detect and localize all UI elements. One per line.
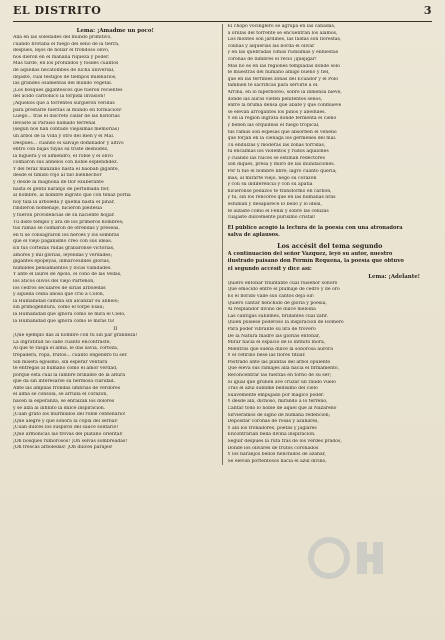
verse-line: coronas de lumbres el recio ¡quejigar! bbox=[227, 56, 317, 62]
verse-line: Si igual que gruñen ave cruzar un raudo vuelo bbox=[227, 379, 336, 385]
verse-line: esfuman y desaparece lo bello y lo ideal, bbox=[227, 202, 322, 208]
verse-line: que da sin interesarse su hermosa claridad. bbox=[13, 379, 116, 385]
verse-line: y tú, sin los rencores que en las humanas liras bbox=[227, 195, 336, 201]
verse-line: y fueron providencias de su naciente hogar. bbox=[13, 213, 115, 219]
verse-line: Seguir después la ruta tras de los verdes prados, bbox=[227, 439, 342, 444]
verse-line: nos dieron en el mañana riqueza y poder. bbox=[13, 54, 110, 60]
verse-line: Es el florido valle sus cantos deja oir: bbox=[227, 293, 315, 299]
verse-line: el segundo accésit y dice así: bbox=[227, 265, 312, 272]
verse-line: entre la bruma densa que abate y que conmueve bbox=[227, 103, 342, 109]
verse-line: que en las terribles zonas del Ecuador y el Polo bbox=[227, 76, 338, 82]
verse-line: Arriba, en lo hiperbóreo, sobre la inmensa nieve, bbox=[227, 89, 342, 95]
verse-line: que el viejo paganismo creó con sus ideas. bbox=[13, 239, 113, 245]
section-roman-numeral: II bbox=[113, 326, 118, 333]
verse-line: Y allí los tronadores, poetas y juglares bbox=[227, 425, 317, 431]
verse-line: A continuación del señor Vázquez, leyó su autor, nuestro bbox=[227, 251, 393, 258]
verse-line: Las cántigas sublimes, brillantes cual zafir. bbox=[227, 313, 328, 319]
verse-line: a orillas del torrente se encuentran los álamos, bbox=[227, 30, 338, 36]
verse-line: colinas y alquerías las borda el olivar bbox=[227, 43, 315, 49]
verse-line: Al que te rasga el alma, le das savia, corteza, bbox=[13, 346, 119, 352]
verse-line: la Humanidad que ignora cómo se mira el Cielo, bbox=[13, 311, 126, 317]
watermark-logo bbox=[289, 534, 409, 582]
verse-line: Sirviéramos de signo de humana redención; bbox=[227, 412, 331, 418]
verse-line: sin primogenitura, como el torpe Esaú; bbox=[13, 305, 105, 311]
verse-line: ¡Qué alegre y qué sonora la copla del serbal! bbox=[13, 418, 118, 424]
right-column bbox=[223, 24, 433, 465]
verse-line: Y del feraz manzano hasta el baobab gigante, bbox=[13, 166, 120, 172]
verse-line: Más no es en las regiones templadas donde sólo bbox=[227, 63, 340, 69]
verse-line: se elevan arrogantes los pinos y abedules. bbox=[227, 109, 326, 115]
verse-line: Tú endulzas y moderas las zonas tórridas, bbox=[227, 142, 326, 148]
verse-line: Tú diste templo y ara de los primeros hombres; bbox=[13, 219, 124, 225]
verse-line: Y el cefirillo bese las flores titilar. bbox=[227, 353, 306, 359]
verse-line: que forjan en la ciénaga los gérmenes del mal. bbox=[227, 136, 337, 142]
verse-line: después, lejos de hollar el frondoso olivo, bbox=[13, 48, 110, 54]
verse-line: Se elevan portentosos hacia el azul divino, bbox=[227, 458, 327, 464]
verse-line: hasta el gentil naranjo de perfumada flor, bbox=[13, 186, 110, 192]
verse-line: Luego... tras el discreto callar de las historias bbox=[13, 114, 120, 120]
verse-line: y beben las orquídeas el fuego tropical, bbox=[227, 122, 320, 128]
verse-line: Los montes son jardines, las faldas son florestas, bbox=[227, 37, 342, 43]
verse-line: Donde los olivares de frutos coronados bbox=[227, 445, 319, 451]
verse-line: la higuera y el almendro, el roble y el olivo bbox=[13, 153, 113, 159]
verse-line: tus ramas se colmaron de ofrendas y preseas, bbox=[13, 226, 120, 232]
verse-line: humildes pensamientos y locas vanidades. bbox=[13, 265, 112, 271]
verse-line: y en las quebradas cimas rudísimas y enhiestas bbox=[227, 50, 339, 56]
verse-line: tú encalmas los violentos y rudos aquilones bbox=[227, 149, 329, 155]
verse-line: te muestras del humano amigo bueno y fiel, bbox=[227, 70, 330, 76]
verse-line: la Humanidad que ignora cómo le miras tú! bbox=[13, 318, 115, 324]
verse-line: al hombre, al hombre ingrato que con tenaz porfía bbox=[13, 193, 131, 199]
verse-line: Postrado ante las plantas del árbol opulento bbox=[227, 359, 331, 365]
verse-line: ¡Cuán dulces los suspiros del sauce solitario! bbox=[13, 425, 119, 431]
page-number: 3 bbox=[423, 4, 432, 17]
verse-line: amores y mil glorias, leyendas y verdades; bbox=[13, 252, 113, 258]
poem-title-adelante: Lema: ¡Adelante! bbox=[368, 273, 420, 280]
verse-line: desde el tímido rojo al tilo bienhechor bbox=[13, 173, 102, 179]
verse-line: y se alza al infinito la dulce inspiración. bbox=[13, 405, 106, 411]
verse-line: Quiero cantar henchido de gloria y poesía, bbox=[227, 300, 327, 306]
verse-line: Y los naranjos bellos henchidos de azahar, bbox=[227, 452, 326, 458]
verse-line: Más tarde, en los profundos y fosiles cuantos bbox=[13, 61, 119, 67]
poem-continuation-verses bbox=[228, 24, 433, 222]
verse-line: son diques, presa y muro de las inundaciones. bbox=[227, 162, 336, 168]
verse-line: ¡Oh bosques rumorosos! ¡Oh selvas sombreadas! bbox=[13, 438, 128, 444]
verse-line: te entregas al humano como el amor verdad, bbox=[13, 366, 118, 372]
verse-line: entró con bajas tuyas su triste desnudez, bbox=[13, 147, 109, 153]
verse-line: Encontrarían bella divina inspiración. bbox=[227, 432, 316, 438]
verse-line: ¡Los bosques gigantescos que fueron recientes bbox=[13, 87, 123, 93]
verse-line: colmaron sus anhelos con noble esplendidez. bbox=[13, 160, 119, 166]
masthead bbox=[13, 4, 432, 20]
section-title-accesit: Los accésit del tema segundo bbox=[277, 242, 383, 251]
verse-line: cuando brotaba el fuego del seno de la tierra, bbox=[13, 41, 120, 47]
verse-line: Ante las amplias frondas umbrías de verdores bbox=[13, 385, 121, 391]
verse-line: para prestarle fuerzas al mundo en formación! bbox=[13, 107, 122, 113]
verse-line: hiciéronse pedazos te transformó en carbón, bbox=[227, 188, 332, 194]
verse-line: Reconcentrar las fuerzas en torno de su ser; bbox=[227, 373, 332, 379]
intro-prose bbox=[228, 251, 433, 273]
verse-line: Cantar todo lo noble de aquél que al Nazareno bbox=[227, 406, 337, 412]
verse-line: te alzaste como el Fénix y sobre las cenizas bbox=[227, 208, 329, 214]
verse-line: dejaste, cual testigos de tiempos milenarios, bbox=[13, 74, 117, 80]
verse-line: salva de aplausos. bbox=[227, 232, 280, 238]
left-column bbox=[13, 24, 223, 465]
verse-line: El chopo vocinglero se agrupa en las cañadas, bbox=[227, 24, 336, 29]
verse-line: hoy tala la arboleda y quema hasta el pinar, bbox=[13, 199, 115, 205]
verse-line: y cuando las raíces se estiman redectores bbox=[227, 155, 325, 161]
verse-line: ¡Cuán grato los murmullos del roble centenario! bbox=[13, 412, 126, 418]
verse-line: las grandes osamentas del mundo vegetal. bbox=[13, 81, 113, 87]
verse-line: Tras el azul sublime bellísimo del cielo bbox=[227, 386, 318, 392]
verse-line: (según nos han contado viejísimas memorias) bbox=[13, 127, 120, 133]
verse-line: Al resplandor divino de dulce melodía bbox=[227, 307, 316, 313]
verse-line: La ingratitud no sabe cuanto encontraste, bbox=[13, 339, 111, 345]
verse-line: y con su indiferencia y con su apatía bbox=[227, 182, 313, 188]
verse-line: la Humanidad camina sin alcanzar su anhelo; bbox=[13, 298, 120, 304]
verse-line: Quién pusiese poderoso la inspiración de Homero bbox=[227, 320, 344, 326]
verse-line: Depositar coronas de rosas y azahares, bbox=[227, 419, 319, 425]
verse-line: El público acogió la lectura de la poesía con una atronadora bbox=[227, 224, 403, 231]
verse-line: del ácido carbónico la tórpida invasión! bbox=[13, 94, 106, 100]
verse-line: y aquella ceiba añosa que crió a Colón, bbox=[13, 292, 105, 298]
verse-line: ilustrado paisano don Fermín Requena, la poesía que obtuvo bbox=[227, 258, 404, 265]
poem-amadme-verses bbox=[13, 35, 218, 325]
verse-line: ¡Aquellos que a torrentes surgieron veridas bbox=[13, 100, 115, 106]
verse-line: Y en la región ingrata donde fermenta el cieno bbox=[227, 116, 337, 122]
masthead-rule bbox=[13, 21, 432, 22]
verse-line: ¡Qué armónicas las trovas del plátano oriental! bbox=[13, 432, 123, 438]
columns bbox=[13, 24, 432, 465]
verse-line: ¡Qué ejemplo das al hombre con tu sin par grandeza! bbox=[13, 333, 138, 339]
verse-line: también te sacrificas para servirle a él. bbox=[227, 83, 319, 89]
poem-title-amadme: Lema: ¡Amadme un poco! bbox=[76, 28, 154, 34]
verse-line: un árbol de la Vida y otro del Bien y el Mal. bbox=[13, 133, 115, 139]
verse-line: en ti se consagraron los héroes y los sombras bbox=[13, 232, 120, 238]
verse-line: Después... cuando el salvaje dominador y altivo bbox=[13, 140, 124, 146]
verse-line: más, al mirarte viejo, negó su corazón bbox=[227, 175, 317, 181]
verse-line: rindieron homenaje, hicieron pleitesía bbox=[13, 206, 102, 212]
verse-line: Para poder vibrante su lira de trovero bbox=[227, 326, 316, 332]
verse-line: Quiero entonar triunfante cual ruiseñor sonoro bbox=[227, 280, 338, 286]
verse-line: Y ante el laurel de Apolo, el cono de las Vedas, bbox=[13, 272, 122, 278]
verse-line: llevaste al Paraíso llamado terrenal bbox=[13, 120, 96, 126]
verse-line: los áticos olivos del viejo Partenón, bbox=[13, 278, 95, 284]
verse-line: tus ramas son espesas que absorben el veneno bbox=[227, 129, 337, 135]
verse-line: Mientras que suena dulce la sonorosa aurora bbox=[227, 346, 333, 352]
verse-line: De la Natura madre las glorias entonar, bbox=[227, 333, 320, 339]
applause-notice bbox=[228, 225, 433, 239]
poem-amadme-part-two bbox=[13, 333, 218, 452]
verse-line: Mirar hacia el espacio de lo infinito mora, bbox=[227, 340, 326, 346]
verse-line: el alma se consola, se arrulla el corazón, bbox=[13, 392, 108, 398]
verse-line: Allá en las soledades del mundo primitivo, bbox=[13, 35, 112, 40]
verse-line: Que emocido entre el plumaje de cédro y de oro bbox=[227, 287, 340, 293]
verse-line: nacen la esperanza, se enraízan los dolores bbox=[13, 399, 115, 405]
verse-line: Sin mísera egoísmo, sin esperar ventura bbox=[13, 359, 108, 365]
verse-line: Y desde allí, dichoso, mirando a lo terreno, bbox=[227, 399, 328, 405]
verse-line: Que eleva sus ramajes allá hacia el firmamento, bbox=[227, 366, 340, 372]
verse-line: de aquellas hecatombes de lucha universal, bbox=[13, 67, 115, 73]
verse-line: gigantes epopeyas, inmarcesibles glorias, bbox=[13, 259, 111, 265]
verse-line: En tus cortezas rudas grabáronse victorias, bbox=[13, 246, 115, 251]
verse-line: donde las auras vieten penitentes senos, bbox=[227, 96, 323, 102]
newspaper-title: EL DISTRITO bbox=[13, 4, 102, 17]
verse-line: y desde la magnolia de flor exuberante bbox=[13, 180, 104, 186]
verse-line: Suavemente empujado por mágico poder. bbox=[227, 392, 325, 398]
verse-line: ¡Oh frescas arboledas! ¡Oh dulces parajes! bbox=[13, 445, 113, 451]
verse-line: Por tí fué el hombre libre; lagró cuanto quería; bbox=[227, 169, 337, 175]
verse-line: cuajaste dulcemente purísimo cristal! bbox=[227, 215, 316, 221]
poem-adelante-verses bbox=[228, 281, 433, 466]
verse-line: los cedros seculares de sirias arboledas bbox=[13, 285, 106, 291]
verse-line: porque esta cual la lumbre brillante de la altura bbox=[13, 372, 126, 378]
verse-line: trepadera, ropa, frutos... cuanto engendró tu ser. bbox=[13, 352, 128, 358]
